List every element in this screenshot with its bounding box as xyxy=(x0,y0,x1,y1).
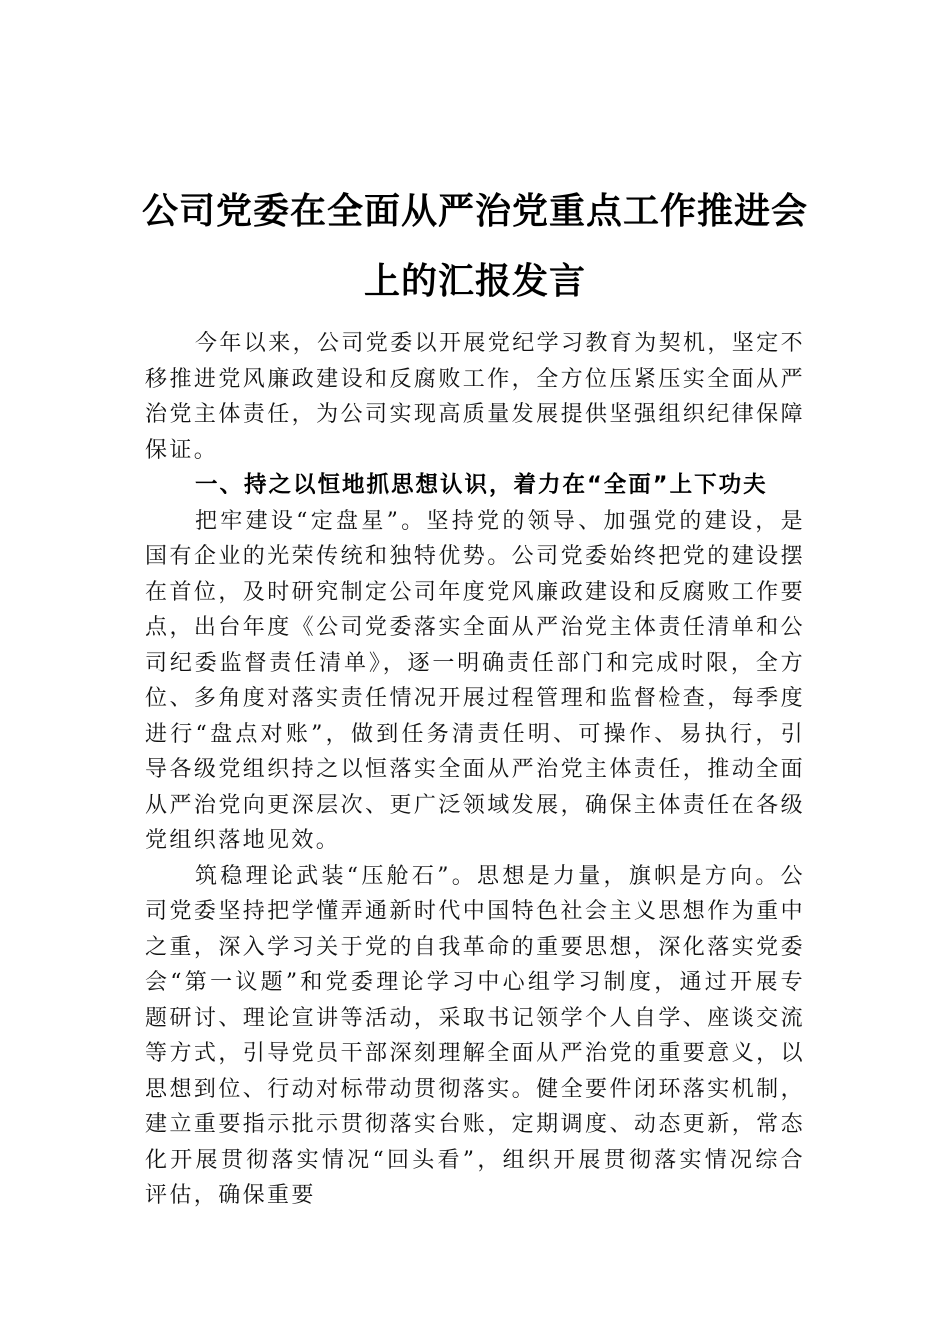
title-line-2: 上的汇报发言 xyxy=(363,260,586,303)
title-line-1: 公司党委在全面从严治党重点工作推进会 xyxy=(141,190,808,233)
body-paragraph-2: 筑稳理论武装“压舱石”。思想是力量，旗帜是方向。公司党委坚持把学懂弄通新时代中国特色社会主义思想作为重中之重，深入学习关于党的自我革命的重要思想，深化落实党委会“第一议题”和党委理论学习中心组学习制度，通过开展专题研讨、理论宣讲等活动，采取书记领学个人自学、座谈交流等方式，引导党员干部深刻理解全面从严治党的重要意义，以思想到位、行动对标带动贯彻落实。健全要件闭环落实机制，建立重要指示批示贯彻落实台账，定期调度、动态更新，常态化开展贯彻落实情况“回头看”，组织开展贯彻落实情况综合评估，确保重要 xyxy=(145,863,805,1208)
document-title xyxy=(110,176,840,316)
document-body xyxy=(145,326,805,1214)
intro-paragraph: 今年以来，公司党委以开展党纪学习教育为契机，坚定不移推进党风廉政建设和反腐败工作，全方位压紧压实全面从严治党主体责任，为公司实现高质量发展提供坚强组织纪律保障保证。 xyxy=(145,331,806,463)
body-paragraph-1: 把牢建设“定盘星”。坚持党的领导、加强党的建设，是国有企业的光荣传统和独特优势。公司党委始终把党的建设摆在首位，及时研究制定公司年度党风廉政建设和反腐败工作要点，出台年度《公司党委落实全面从严治党主体责任清单和公司纪委监督责任清单》，逐一明确责任部门和完成时限，全方位、多角度对落实责任情况开展过程管理和监督检查，每季度进行“盘点对账”，做到任务清责任明、可操作、易执行，引导各级党组织持之以恒落实全面从严治党主体责任，推动全面从严治党向更深层次、更广泛领域发展，确保主体责任在各级党组织落地见效。 xyxy=(145,508,805,853)
section-heading-1: 一、持之以恒地抓思想认识，着力在“全面”上下功夫 xyxy=(195,472,768,498)
